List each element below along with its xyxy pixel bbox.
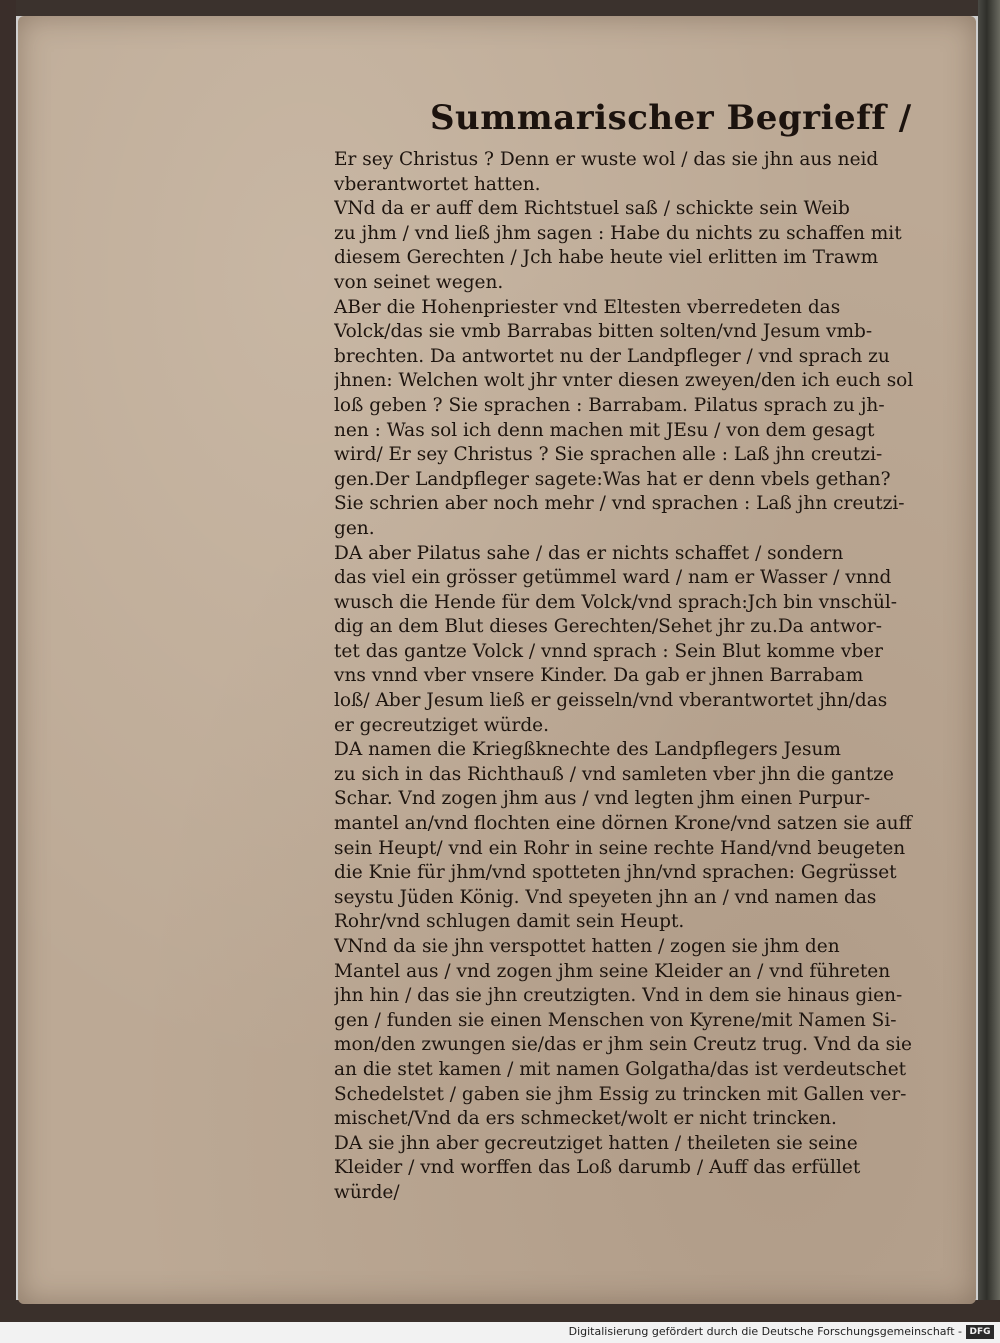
- text-line: DA sie jhn aber gecreutziget hatten / theileten sie seine: [334, 1132, 858, 1154]
- text-line: gen.: [334, 517, 375, 539]
- text-line: brechten. Da antwortet nu der Landpfleger / vnd sprach zu: [334, 345, 890, 367]
- text-line: er gecreutziget würde.: [334, 714, 549, 736]
- text-line: diesem Gerechten / Jch habe heute viel erlitten im Trawm: [334, 247, 879, 269]
- text-line: Volck/das sie vmb Barrabas bitten solten/vnd Jesum vmb-: [334, 321, 873, 343]
- text-line: Schar. Vnd zogen jhm aus / vnd legten jhm einen Purpur-: [334, 788, 871, 810]
- text-line: die Knie für jhm/vnd spotteten jhn/vnd sprachen: Gegrüsset: [334, 862, 897, 884]
- text-line: jhnen: Welchen wolt jhr vnter diesen zweyen/den ich euch sol: [334, 370, 914, 392]
- book-edge-right: [978, 0, 1000, 1322]
- text-line: DA namen die Kriegßknechte des Landpflegers Jesum: [334, 739, 841, 761]
- text-line: Mantel aus / vnd zogen jhm seine Kleider an / vnd führeten: [334, 960, 891, 982]
- text-line: nen : Was sol ich denn machen mit JEsu / von dem gesagt: [334, 419, 875, 441]
- text-line: wird/ Er sey Christus ? Sie sprachen alle : Laß jhn creutzi-: [334, 444, 883, 466]
- text-line: Kleider / vnd worffen das Loß darumb / Auff das erfüllet: [334, 1157, 861, 1179]
- text-line: sein Heupt/ vnd ein Rohr in seine rechte Hand/vnd beugeten: [334, 837, 906, 859]
- text-line: mantel an/vnd flochten eine dörnen Krone/vnd satzen sie auff: [334, 813, 912, 835]
- scan-border-top: [0, 0, 1000, 16]
- text-line: ABer die Hohenpriester vnd Eltesten vberredeten das: [334, 296, 841, 318]
- text-line: loß/ Aber Jesum ließ er geisseln/vnd vberantwortet jhn/das: [334, 690, 888, 712]
- text-line: das viel ein grösser getümmel ward / nam er Wasser / vnnd: [334, 567, 892, 589]
- text-line: mischet/Vnd da ers schmecket/wolt er nicht trincken.: [334, 1108, 837, 1130]
- text-line: tet das gantze Volck / vnnd sprach : Sein Blut komme vber: [334, 640, 883, 662]
- text-line: loß geben ? Sie sprachen : Barrabam. Pilatus sprach zu jh-: [334, 394, 885, 416]
- text-line: VNd da er auff dem Richtstuel saß / schickte sein Weib: [334, 198, 850, 220]
- text-line: VNnd da sie jhn verspottet hatten / zogen sie jhm den: [334, 936, 840, 957]
- footer-bar: [0, 1322, 1000, 1343]
- text-line: von seinet wegen.: [334, 271, 504, 293]
- text-line: Rohr/vnd schlugen damit sein Heupt.: [334, 911, 685, 933]
- text-line: DA aber Pilatus sahe / das er nichts schaffet / sondern: [334, 542, 844, 564]
- text-line: gen.Der Landpfleger sagete:Was hat er denn vbels gethan?: [334, 468, 891, 490]
- body-text: [334, 148, 958, 1206]
- text-line: mon/den zwungen sie/das er jhm sein Creutz trug. Vnd da sie: [334, 1034, 912, 1056]
- text-line: seystu Jüden König. Vnd speyeten jhn an / vnd namen das: [334, 886, 877, 908]
- text-line: gen / funden sie einen Menschen von Kyrene/mit Namen Si-: [334, 1009, 897, 1031]
- text-line: zu jhm / vnd ließ jhm sagen : Habe du nichts zu schaffen mit: [334, 222, 902, 244]
- funding-credit: Digitalisierung gefördert durch die Deutsche Forschungsgemeinschaft -: [568, 1325, 962, 1338]
- text-line: zu sich in das Richthauß / vnd samleten vber jhn die gantze: [334, 763, 894, 785]
- text-line: dig an dem Blut dieses Gerechten/Sehet jhr zu.Da antwor-: [334, 616, 883, 638]
- text-line: Sie schrien aber noch mehr / vnd sprachen : Laß jhn creutzi-: [334, 493, 905, 515]
- text-line: jhn hin / das sie jhn creutzigten. Vnd in dem sie hinaus gien-: [334, 985, 903, 1007]
- text-line: würde/: [334, 1181, 400, 1203]
- text-line: Schedelstet / gaben sie jhm Essig zu trincken mit Gallen ver-: [334, 1083, 907, 1105]
- scan-border-left: [0, 0, 16, 1322]
- page-heading: Summarischer Begrieff /: [430, 98, 912, 138]
- dfg-logo: DFG: [966, 1325, 994, 1339]
- text-line: wusch die Hende für dem Volck/vnd sprach:Jch bin vnschül-: [334, 591, 898, 613]
- text-line: vns vnnd vber vnsere Kinder. Da gab er jhnen Barrabam: [334, 665, 864, 687]
- text-line: Er sey Christus ? Denn er wuste wol / das sie jhn aus neid: [334, 149, 879, 170]
- text-line: vberantwortet hatten.: [334, 173, 541, 195]
- text-line: an die stet kamen / mit namen Golgatha/das ist verdeutschet: [334, 1058, 907, 1080]
